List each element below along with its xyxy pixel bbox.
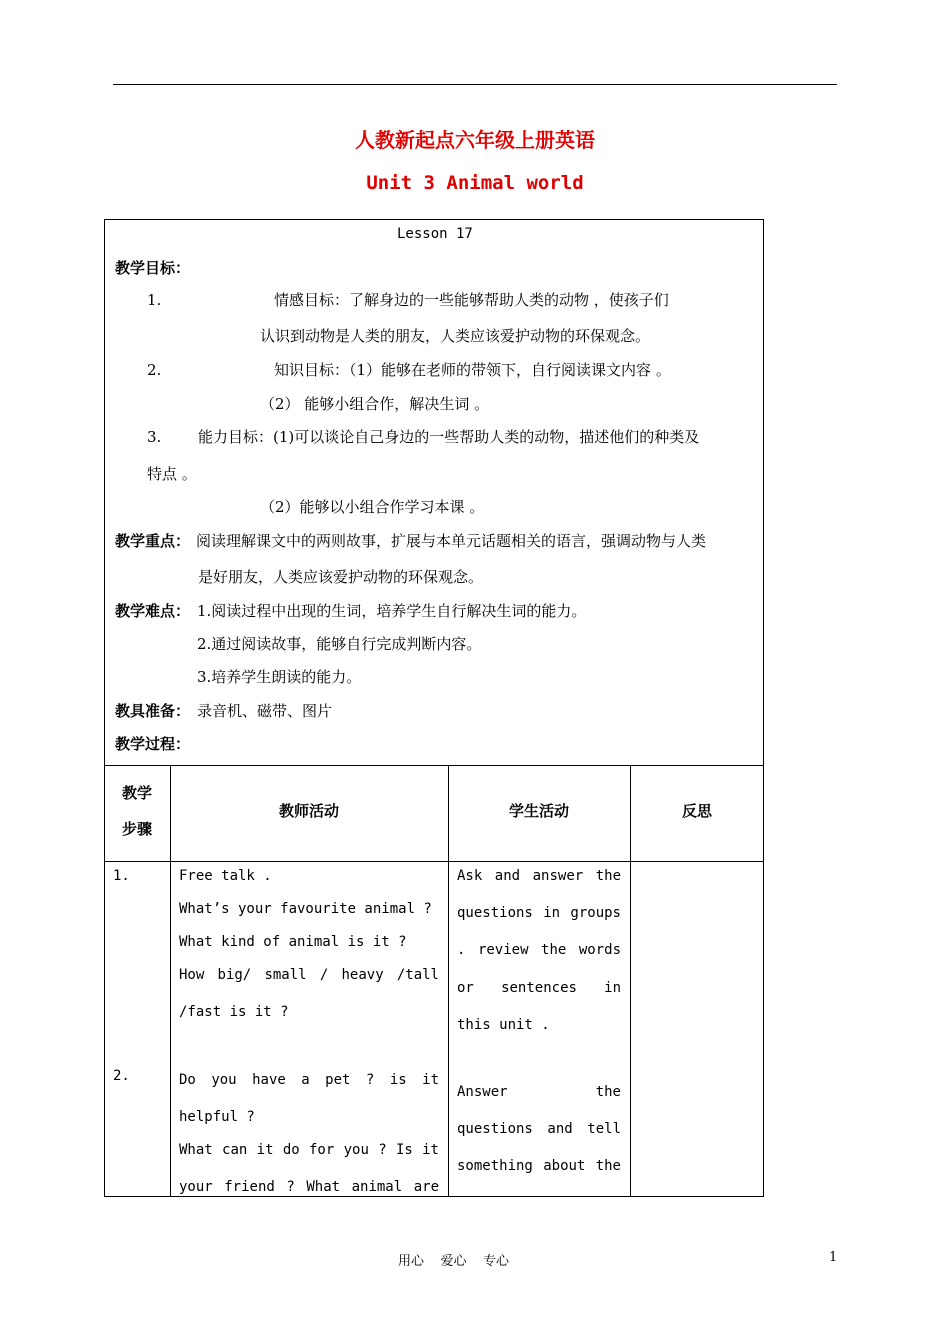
key-points-line-2: 是好朋友，人类应该爱护动物的环保观念。 <box>198 568 484 586</box>
teacher-activity-line: What kind of animal is it ? <box>179 934 407 950</box>
goal-3-line-2: 特点 。 <box>147 465 197 483</box>
goal-1-number: 1. <box>147 291 162 309</box>
header-student-activity: 学生活动 <box>508 802 569 820</box>
key-points-label: 教学重点： <box>115 532 191 550</box>
teacher-activity-line: Free talk . <box>179 868 272 884</box>
goal-2-number: 2. <box>147 361 162 379</box>
table-column-divider <box>630 765 631 1197</box>
teacher-activity-line: What’s your favourite animal ? <box>179 901 432 917</box>
step-number: 1. <box>113 868 130 884</box>
teacher-activity-line: Do you have a pet ? is it <box>179 1072 439 1088</box>
header-step-line-1: 教学 <box>121 784 152 802</box>
header-reflection: 反思 <box>681 802 712 820</box>
student-activity-line: this unit . <box>457 1017 550 1033</box>
header-step-line-2: 步骤 <box>121 820 152 838</box>
tools-label: 教具准备： <box>115 702 191 720</box>
difficulties-label: 教学难点： <box>115 602 191 620</box>
table-top-border <box>104 765 764 766</box>
teacher-activity-line: your friend ? What animal are <box>179 1179 439 1195</box>
header-teacher-activity: 教师活动 <box>278 802 339 820</box>
teacher-activity-line: helpful ? <box>179 1109 255 1125</box>
goal-3-number: 3. <box>147 428 162 446</box>
student-activity-line: or sentences in <box>457 980 621 996</box>
goal-2-line-2: （2） 能够小组合作，解决生词 。 <box>260 395 490 413</box>
difficulties-line-1: 1.阅读过程中出现的生词，培养学生自行解决生词的能力。 <box>197 602 587 620</box>
table-column-divider <box>170 765 171 1197</box>
student-activity-line: something about the <box>457 1158 621 1174</box>
student-activity-line: Ask and answer the <box>457 868 621 884</box>
unit-title: Unit 3 Animal world <box>366 172 584 194</box>
tools-value: 录音机、磁带、图片 <box>197 702 333 720</box>
lesson-title: Lesson 17 <box>397 226 473 242</box>
table-column-divider <box>448 765 449 1197</box>
goal-3-line-1: 能力目标：(1)可以谈论自己身边的一些帮助人类的动物，描述他们的种类及 <box>198 428 700 446</box>
table-header-divider <box>104 861 764 862</box>
teacher-activity-line: /fast is it ? <box>179 1004 289 1020</box>
difficulties-line-2: 2.通过阅读故事，能够自行完成判断内容。 <box>197 635 482 653</box>
process-label: 教学过程： <box>115 735 191 753</box>
difficulties-line-3: 3.培养学生朗读的能力。 <box>197 668 362 686</box>
page-number: 1 <box>829 1250 838 1265</box>
header-rule <box>113 84 837 85</box>
footer-motto: 用心 爱心 专心 <box>398 1254 510 1269</box>
teacher-activity-line: What can it do for you ? Is it <box>179 1142 439 1158</box>
goal-2-line-1: 知识目标：（1）能够在老师的带领下，自行阅读课文内容 。 <box>274 361 671 379</box>
student-activity-line: . review the words <box>457 942 621 958</box>
goal-1-line-1: 情感目标：了解身边的一些能够帮助人类的动物 ，使孩子们 <box>274 291 669 309</box>
step-number: 2. <box>113 1068 130 1084</box>
goal-3-line-3: （2）能够以小组合作学习本课 。 <box>260 498 485 516</box>
teacher-activity-line: How big/ small / heavy /tall <box>179 967 439 983</box>
student-activity-line: questions and tell <box>457 1121 621 1137</box>
document-title: 人教新起点六年级上册英语 <box>355 128 595 152</box>
goal-1-line-2: 认识到动物是人类的朋友，人类应该爱护动物的环保观念。 <box>260 327 651 345</box>
goals-label: 教学目标： <box>115 259 191 277</box>
student-activity-line: Answer the <box>457 1084 621 1100</box>
student-activity-line: questions in groups <box>457 905 621 921</box>
key-points-line-1: 阅读理解课文中的两则故事，扩展与本单元话题相关的语言，强调动物与人类 <box>196 532 707 550</box>
